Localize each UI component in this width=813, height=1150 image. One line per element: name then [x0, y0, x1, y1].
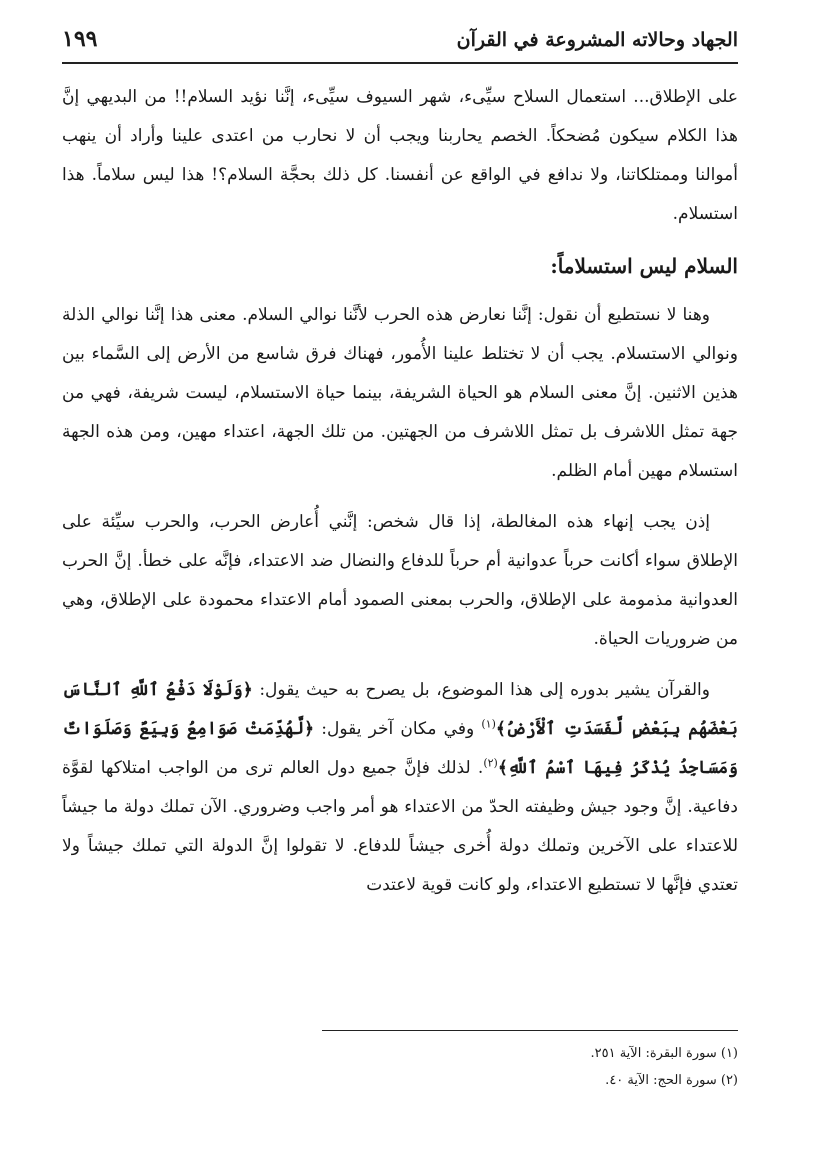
- page-number: ١٩٩: [62, 26, 98, 52]
- paragraph-4-rest: . لذلك فإنَّ جميع دول العالم ترى من الواجب امتلاكها لقوَّة دفاعية. إنَّ وجود جيش وظيفته الحدّ من الاعتداء هو أمر واجب وضروري. الآن تملك دولة ما جيشاً للاعتداء على الآخرين وتملك دولة أُخرى جيشاً للدفاع. لا تقولوا إنَّ الدولة التي تملك جيشاً ولا تعتدي فإنَّها لا تستطيع الاعتداء، ولو كانت قوية لاعتدت: [62, 758, 738, 895]
- paragraph-2: وهنا لا نستطيع أن نقول: إنَّنا نعارض هذه الحرب لأنَّنا نوالي السلام. معنى هذا إنَّنا نوالي الذلة ونوالي الاستسلام. يجب أن لا تختلط علينا الأُمور، فهناك فرق شاسع من الأرض إلى السَّماء بين هذين الاثنين. إنَّ معنى السلام هو الحياة الشريفة، بينما حياة الاستسلام، ليست شريفة، فهي من جهة تمثل اللاشرف بل تمثل اللاشرف من الجهتين. من تلك الجهة، اعتداء مهين، ومن هذه الجهة استسلام مهين أمام الظلم.: [62, 305, 738, 481]
- footnote-1: (١) سورة البقرة: الآية ٢٥١.: [590, 1046, 738, 1061]
- paragraph-4-intro: والقرآن يشير بدوره إلى هذا الموضوع، بل يصرح به حيث يقول:: [252, 680, 710, 700]
- section-heading: السلام ليس استسلاماً:: [550, 254, 738, 278]
- paragraph-3: إذن يجب إنهاء هذه المغالطة، إذا قال شخص: إنَّني أُعارض الحرب، والحرب سيِّئة على الإطلاق سواء أكانت حرباً عدوانية أم حرباً للدفاع والنضال ضد الاعتداء، فإنَّه على خطأ. إنَّ الحرب العدوانية مذمومة على الإطلاق، والحرب بمعنى الصمود أمام الاعتداء محمودة على الإطلاق، وهي من ضروريات الحياة.: [62, 512, 738, 649]
- book-page: [62, 26, 738, 917]
- page-header: [62, 26, 738, 64]
- quran-verse-2: ﴿لَّهُدِّمَتْ صَوَامِعُ وَبِيَعٌ وَصَلَوَاتٌ وَمَسَاجِدُ يُذْكَرُ فِيهَا ٱسْمُ ٱللَّهِ﴾: [62, 719, 738, 778]
- quran-verse-1: ﴿وَلَوْلَا دَفْعُ ٱللَّهِ ٱلنَّاسَ بَعْضَهُم بِبَعْضٍ لَّفَسَدَتِ ٱلْأَرْضُ﴾: [62, 680, 738, 739]
- footnotes: [62, 1040, 738, 1094]
- footnote-divider: [322, 1030, 738, 1031]
- paragraph-4-mid: وفي مكان آخر يقول:: [314, 719, 482, 739]
- footnote-ref-1: (١): [481, 717, 496, 731]
- footnote-2: (٢) سورة الحج: الآية ٤٠.: [605, 1073, 738, 1088]
- paragraph-4: [62, 671, 738, 905]
- paragraph-1: على الإطلاق... استعمال السلاح سيِّىء، شهر السيوف سيِّىء، إنَّنا نؤيد السلام!! من البديهي إنَّ هذا الكلام سيكون مُضحكاً. الخصم يحاربنا ويجب أن لا نحارب من اعتدى علينا وأراد أن ينهب أموالنا وممتلكاتنا، ولا ندافع في الواقع عن أنفسنا. كل ذلك بحجَّة السلام؟! هذا ليس سلاماً. هذا استسلام.: [62, 87, 738, 224]
- running-title: الجهاد وحالاته المشروعة في القرآن: [456, 29, 738, 51]
- footnote-ref-2: (٢): [483, 756, 498, 770]
